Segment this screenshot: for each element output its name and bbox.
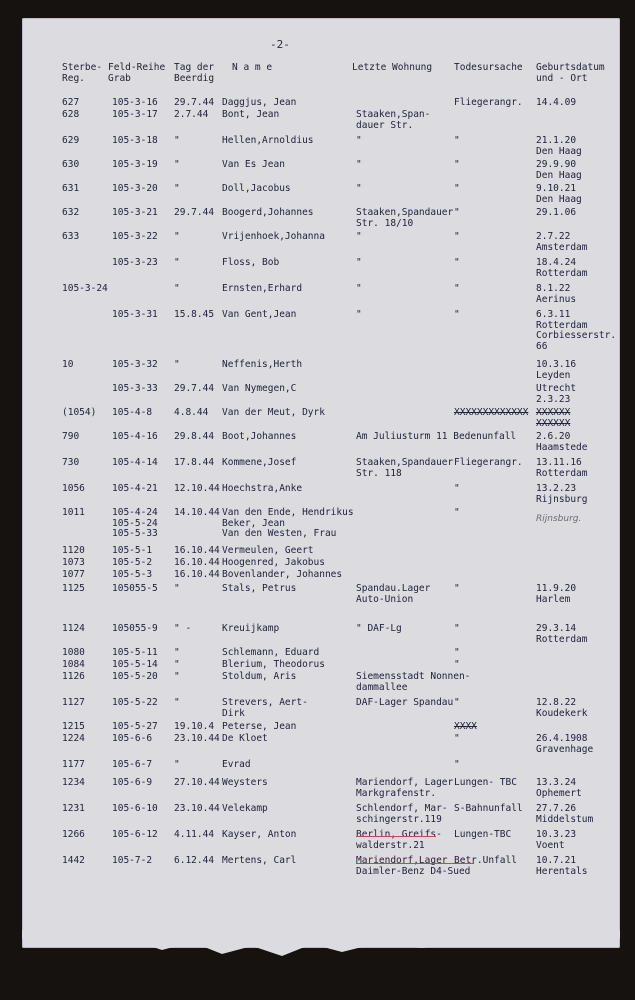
cell-wohn: Berlin, Greifs- walderstr.21 [356, 829, 442, 851]
cell-grab: 105-3-17 [112, 109, 158, 120]
cell-grab: 105055-5 [112, 583, 158, 594]
cell-tag: " [174, 135, 180, 146]
cell-grab: 105-3-31 [112, 309, 158, 320]
cell-tag: " [174, 283, 180, 294]
cell-tag: 15.8.45 [174, 309, 215, 320]
cell-geb: 27.7.26 Middelstum [536, 803, 594, 825]
cell-tod: " [454, 283, 460, 294]
cell-grab: 105-4-16 [112, 431, 158, 442]
cell-tod: " [454, 733, 460, 744]
cell-geb: 2.7.22 Amsterdam [536, 231, 588, 253]
header-name: N a m e [232, 62, 273, 73]
cell-wohn: Staaken,Spandauer Str. 18/10 [356, 207, 454, 229]
cell-name: Bovenlander, Johannes [222, 569, 343, 580]
cell-name: Hoogenred, Jakobus [222, 557, 325, 568]
cell-tag: " [174, 359, 180, 370]
pencil-note: Rijnsburg. [536, 514, 582, 524]
cell-wohn: " [356, 183, 362, 194]
cell-name: Weysters [222, 777, 268, 788]
cell-geb: 12.8.22 Koudekerk [536, 697, 588, 719]
cell-geb: 9.10.21 Den Haag [536, 183, 582, 205]
document-page [22, 18, 620, 948]
cell-geb: 10.7.21 Herentals [536, 855, 588, 877]
cell-geb: 18.4.24 Rotterdam [536, 257, 588, 279]
cell-name: Van den Ende, Hendrikus Beker, Jean Van den Westen, Frau [222, 507, 354, 539]
cell-name: Bont, Jean [222, 109, 280, 120]
cell-tag: 23.10.44 [174, 803, 220, 814]
cell-tag: " [174, 257, 180, 268]
cell-tag: 4.11.44 [174, 829, 215, 840]
cell-tod: " [454, 483, 460, 494]
cell-tag: 29.7.44 [174, 97, 215, 108]
cell-tag: " - [174, 623, 192, 634]
cell-tag: 27.10.44 [174, 777, 220, 788]
cell-geb: 11.9.20 Harlem [536, 583, 577, 605]
cell-geb: 6.3.11 Rotterdam Corbiesserstr. 66 [536, 309, 617, 352]
cell-geb: 14.4.09 [536, 97, 577, 108]
cell-reg: 628 [62, 109, 80, 120]
cell-wohn: " [356, 135, 362, 146]
cell-name: Van Nymegen,C [222, 383, 297, 394]
cell-name: Vrijenhoek,Johanna [222, 231, 325, 242]
cell-tod: " [454, 309, 460, 320]
cell-reg: 633 [62, 231, 80, 242]
cell-reg: 1266 [62, 829, 85, 840]
cell-name: Kayser, Anton [222, 829, 297, 840]
cell-grab: 105-3-21 [112, 207, 158, 218]
header-todesursache: Todesursache [454, 62, 523, 73]
cell-tag: 17.8.44 [174, 457, 215, 468]
cell-tod: " [454, 159, 460, 170]
cell-tag: " [174, 159, 180, 170]
cell-tod: Fliegerangr. [454, 97, 523, 108]
cell-name: Mertens, Carl [222, 855, 297, 866]
cell-reg: 1124 [62, 623, 85, 634]
cell-grab: 105-3-23 [112, 257, 158, 268]
cell-tag: 29.8.44 [174, 431, 215, 442]
cell-wohn: Mariendorf, Lager Markgrafenstr. [356, 777, 454, 799]
cell-grab: 105-6-6 [112, 733, 153, 744]
cell-tag: 14.10.44 [174, 507, 220, 518]
cell-tod: Lungen-TBC [454, 829, 512, 840]
red-underline [356, 863, 474, 864]
cell-reg: 105-3-24 [62, 283, 108, 294]
header-reg: Sterbe- Reg. [62, 62, 103, 84]
cell-tod: " [454, 759, 460, 770]
cell-grab: 105-4-21 [112, 483, 158, 494]
cell-geb: 29.9.90 Den Haag [536, 159, 582, 181]
cell-tag: " [174, 583, 180, 594]
cell-reg: 1084 [62, 659, 85, 670]
cell-wohn: Am Juliusturm 11 Bedenunfall [356, 431, 517, 442]
cell-tag: 4.8.44 [174, 407, 209, 418]
cell-name: Peterse, Jean [222, 721, 297, 732]
cell-grab: 105-5-22 [112, 697, 158, 708]
cell-reg: 1127 [62, 697, 85, 708]
cell-reg: 730 [62, 457, 80, 468]
cell-grab: 105055-9 [112, 623, 158, 634]
cell-reg: 1056 [62, 483, 85, 494]
page-number: -2- [270, 38, 290, 51]
cell-tod: " [454, 507, 460, 518]
cell-name: Kreuijkamp [222, 623, 280, 634]
cell-wohn: " [356, 309, 362, 320]
cell-grab: 105-3-32 [112, 359, 158, 370]
cell-grab: 105-5-2 [112, 557, 153, 568]
cell-name: Daggjus, Jean [222, 97, 297, 108]
cell-tag: " [174, 659, 180, 670]
cell-name: Hoechstra,Anke [222, 483, 303, 494]
cell-wohn: Staaken,Spandauer Str. 118 [356, 457, 454, 479]
cell-name: Van Gent,Jean [222, 309, 297, 320]
cell-wohn: " [356, 159, 362, 170]
cell-grab: 105-3-20 [112, 183, 158, 194]
cell-grab: 105-6-10 [112, 803, 158, 814]
cell-tod: Betr.Unfall [454, 855, 517, 866]
cell-grab: 105-3-16 [112, 97, 158, 108]
cell-wohn: Siemensstadt Nonnen- dammallee [356, 671, 471, 693]
cell-tag: 19.10.4 [174, 721, 215, 732]
cell-tag: 2.7.44 [174, 109, 209, 120]
cell-reg: (1054) [62, 407, 97, 418]
cell-reg: 632 [62, 207, 80, 218]
cell-reg: 1215 [62, 721, 85, 732]
cell-reg: 1125 [62, 583, 85, 594]
cell-reg: 1073 [62, 557, 85, 568]
cell-tag: 16.10.44 [174, 545, 220, 556]
cell-grab: 105-5-20 [112, 671, 158, 682]
cell-grab: 105-5-14 [112, 659, 158, 670]
cell-name: Van der Meut, Dyrk [222, 407, 325, 418]
cell-tod: " [454, 207, 460, 218]
cell-wohn: " [356, 257, 362, 268]
cell-geb: 8.1.22 Aerinus [536, 283, 577, 305]
cell-tod: " [454, 583, 460, 594]
cell-name: Stals, Petrus [222, 583, 297, 594]
cell-tag: " [174, 759, 180, 770]
cell-wohn: " [356, 231, 362, 242]
cell-geb: 10.3.23 Voent [536, 829, 577, 851]
cell-tod: Fliegerangr. [454, 457, 523, 468]
cell-tod: " [454, 623, 460, 634]
red-underline [356, 836, 436, 837]
cell-tag: 16.10.44 [174, 557, 220, 568]
cell-grab: 105-5-3 [112, 569, 153, 580]
cell-tag: 16.10.44 [174, 569, 220, 580]
cell-name: Ernsten,Erhard [222, 283, 303, 294]
cell-reg: 1234 [62, 777, 85, 788]
cell-geb: 26.4.1908 Gravenhage [536, 733, 594, 755]
cell-name: Neffenis,Herth [222, 359, 303, 370]
cell-geb: Utrecht 2.3.23 [536, 383, 577, 405]
cell-grab: 105-6-9 [112, 777, 153, 788]
cell-tag: 23.10.44 [174, 733, 220, 744]
cell-tod: " [454, 231, 460, 242]
cell-name: Hellen,Arnoldius [222, 135, 314, 146]
cell-tod: XXXXXXXXXXXXX [454, 407, 529, 418]
cell-reg: 790 [62, 431, 80, 442]
cell-name: Blerium, Theodorus [222, 659, 325, 670]
cell-reg: 1120 [62, 545, 85, 556]
cell-reg: 627 [62, 97, 80, 108]
cell-tod: " [454, 183, 460, 194]
cell-name: Doll,Jacobus [222, 183, 291, 194]
header-geburt: Geburtsdatum und - Ort [536, 62, 605, 84]
cell-name: Van Es Jean [222, 159, 285, 170]
cell-tod: Lungen- TBC [454, 777, 517, 788]
cell-tag: " [174, 183, 180, 194]
cell-reg: 1011 [62, 507, 85, 518]
cell-reg: 630 [62, 159, 80, 170]
cell-geb: 21.1.20 Den Haag [536, 135, 582, 157]
cell-tag: " [174, 231, 180, 242]
cell-reg: 1080 [62, 647, 85, 658]
cell-tag: 29.7.44 [174, 383, 215, 394]
cell-name: Boogerd,Johannes [222, 207, 314, 218]
cell-grab: 105-5-27 [112, 721, 158, 732]
cell-reg: 1177 [62, 759, 85, 770]
cell-name: Vermeulen, Geert [222, 545, 314, 556]
cell-wohn: Staaken,Span- dauer Str. [356, 109, 431, 131]
cell-name: Schlemann, Eduard [222, 647, 320, 658]
cell-wohn: Mariendorf,Lager Daimler-Benz D4-Sued [356, 855, 471, 877]
cell-reg: 1231 [62, 803, 85, 814]
header-tag: Tag der Beerdig [174, 62, 215, 84]
cell-tod: " [454, 697, 460, 708]
cell-geb: 13.2.23 Rijnsburg [536, 483, 588, 505]
cell-geb: 2.6.20 Haamstede [536, 431, 588, 453]
cell-tod: " [454, 659, 460, 670]
cell-name: Kommene,Josef [222, 457, 297, 468]
cell-tag: 6.12.44 [174, 855, 215, 866]
cell-grab: 105-5-1 [112, 545, 153, 556]
cell-wohn: Spandau.Lager Auto-Union [356, 583, 431, 605]
cell-grab: 105-3-19 [112, 159, 158, 170]
header-grab: Feld-Reihe Grab [108, 62, 166, 84]
cell-grab: 105-4-8 [112, 407, 153, 418]
cell-reg: 1442 [62, 855, 85, 866]
cell-geb: 10.3.16 Leyden [536, 359, 577, 381]
cell-grab: 105-4-24 105-5-24 105-5-33 [112, 507, 158, 539]
cell-grab: 105-3-22 [112, 231, 158, 242]
cell-tag: " [174, 647, 180, 658]
cell-geb: 29.1.06 [536, 207, 577, 218]
cell-grab: 105-3-18 [112, 135, 158, 146]
cell-tag: " [174, 697, 180, 708]
cell-wohn: Schlendorf, Mar- schingerstr.119 [356, 803, 448, 825]
cell-tod: XXXX [454, 721, 477, 732]
cell-wohn: DAF-Lager Spandau [356, 697, 454, 708]
cell-reg: 1126 [62, 671, 85, 682]
cell-name: Velekamp [222, 803, 268, 814]
cell-reg: 631 [62, 183, 80, 194]
cell-name: Floss, Bob [222, 257, 280, 268]
cell-name: Evrad [222, 759, 251, 770]
cell-tag: 12.10.44 [174, 483, 220, 494]
cell-name: Boot,Johannes [222, 431, 297, 442]
header-wohnung: Letzte Wohnung [352, 62, 433, 73]
cell-reg: 10 [62, 359, 74, 370]
cell-geb: XXXXXX XXXXXX [536, 407, 571, 429]
cell-reg: 1224 [62, 733, 85, 744]
cell-geb: 13.3.24 Ophemert [536, 777, 582, 799]
cell-name: Stoldum, Aris [222, 671, 297, 682]
torn-edge [22, 930, 620, 975]
cell-wohn: " [356, 283, 362, 294]
cell-grab: 105-6-7 [112, 759, 153, 770]
cell-grab: 105-7-2 [112, 855, 153, 866]
cell-tod: " [454, 135, 460, 146]
cell-grab: 105-3-33 [112, 383, 158, 394]
cell-tod: " [454, 257, 460, 268]
cell-tag: " [174, 671, 180, 682]
cell-tod: S-Bahnunfall [454, 803, 523, 814]
cell-reg: 1077 [62, 569, 85, 580]
cell-geb: 29.3.14 Rotterdam [536, 623, 588, 645]
cell-grab: 105-6-12 [112, 829, 158, 840]
cell-grab: 105-4-14 [112, 457, 158, 468]
cell-reg: 629 [62, 135, 80, 146]
cell-tag: 29.7.44 [174, 207, 215, 218]
cell-tod: " [454, 647, 460, 658]
cell-name: De Kloet [222, 733, 268, 744]
cell-wohn: " DAF-Lg [356, 623, 402, 634]
cell-name: Strevers, Aert- Dirk [222, 697, 308, 719]
cell-geb: 13.11.16 Rotterdam [536, 457, 588, 479]
cell-grab: 105-5-11 [112, 647, 158, 658]
